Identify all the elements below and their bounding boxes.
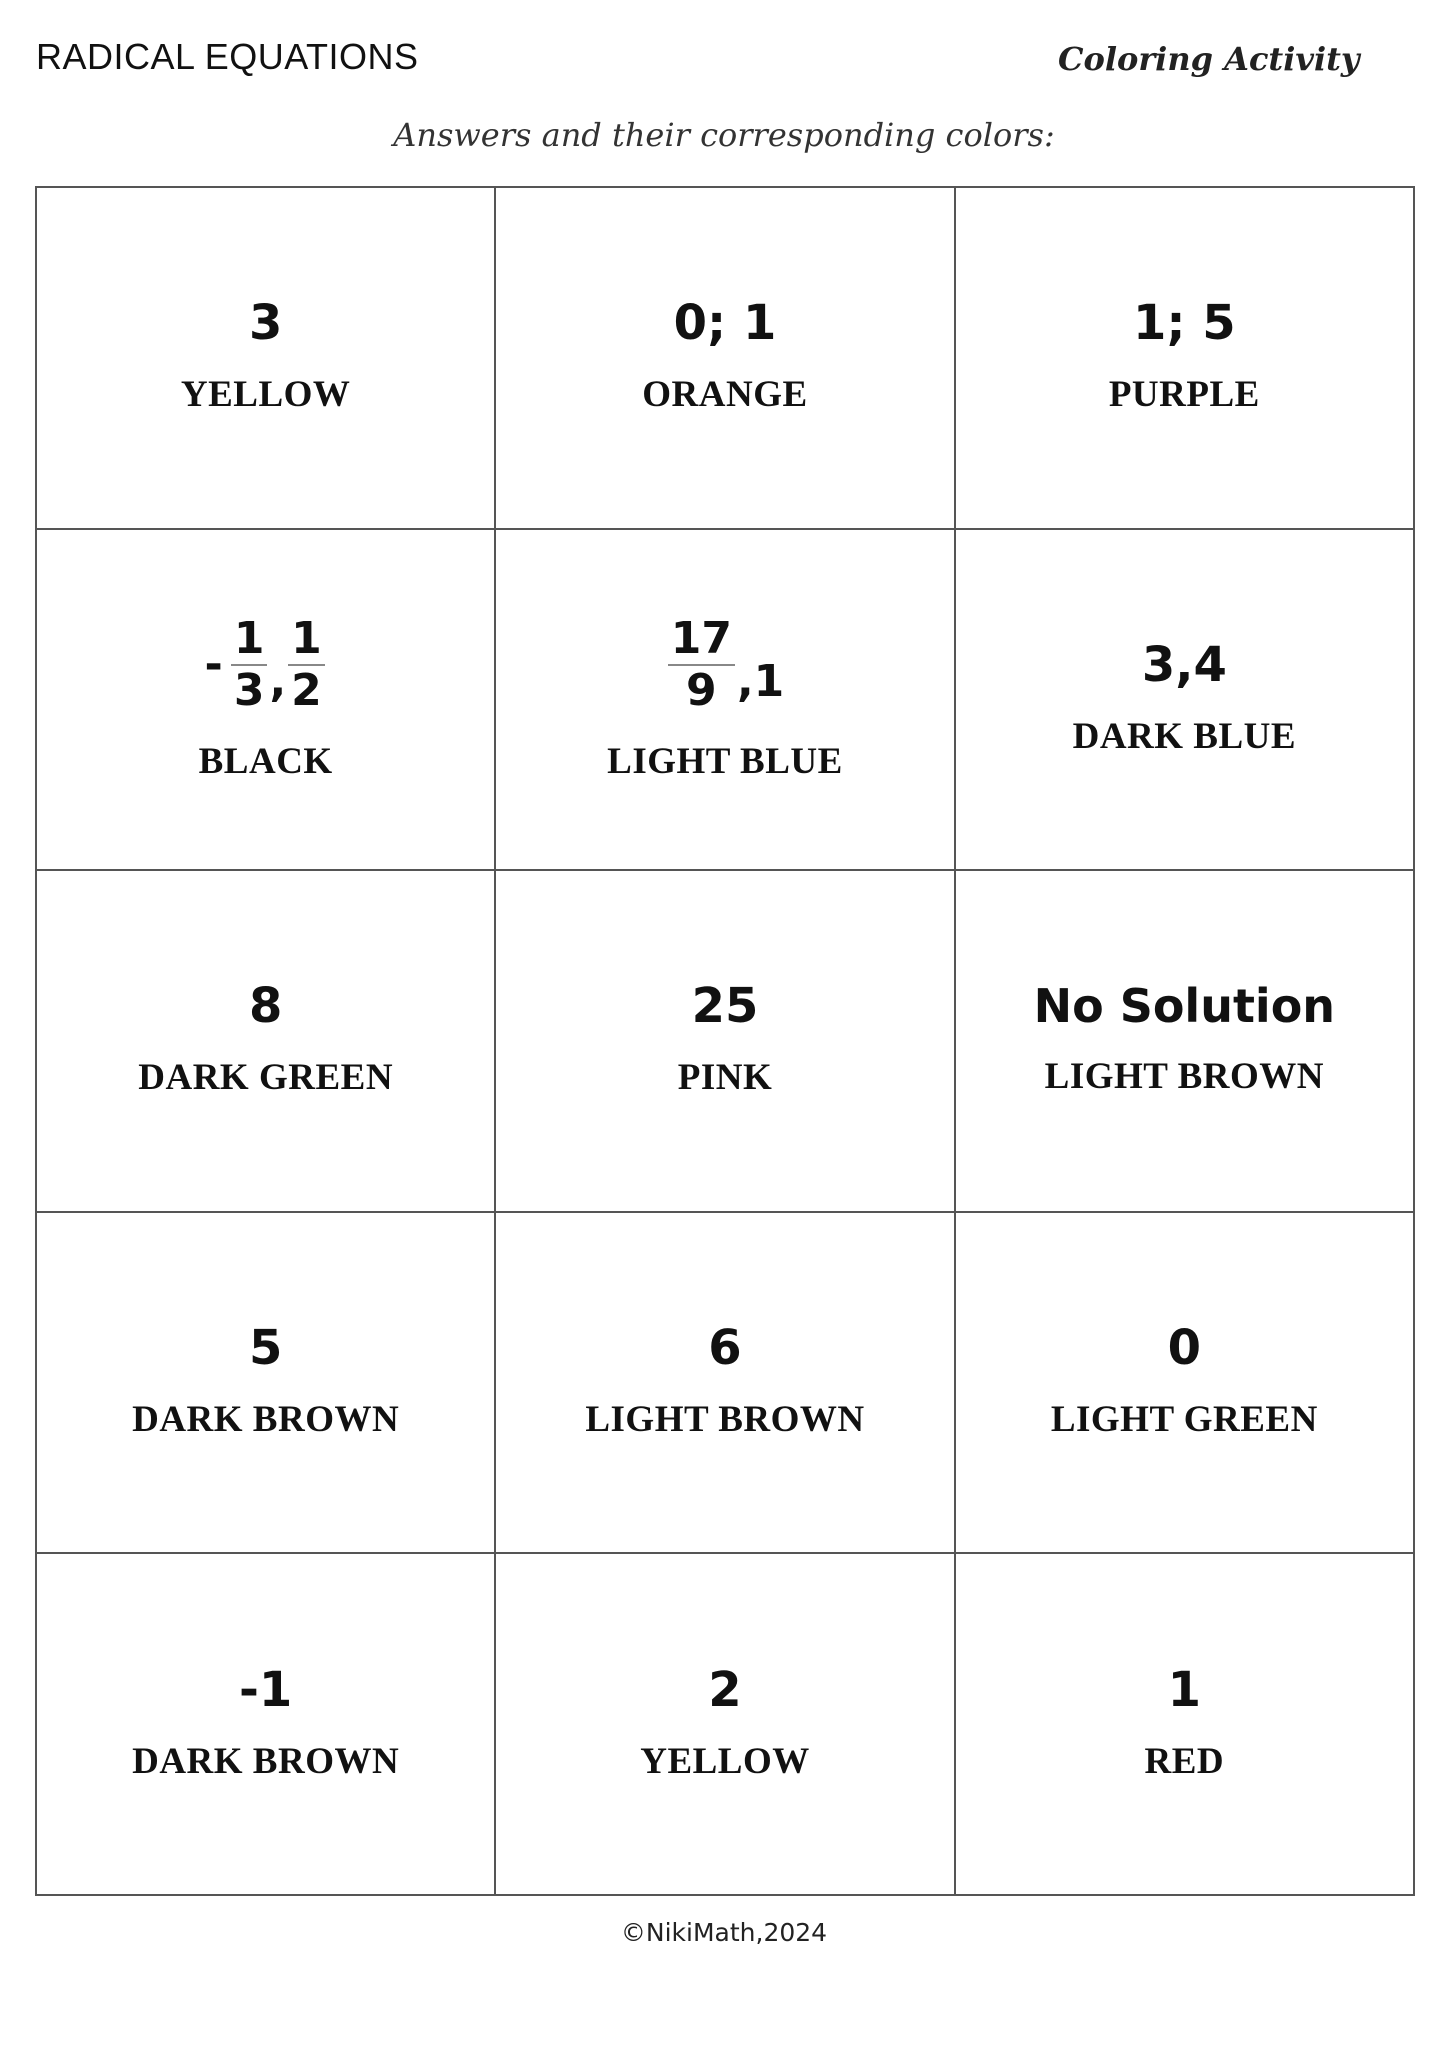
answer-tail: ,1 xyxy=(736,656,785,708)
color-name: DARK BROWN xyxy=(132,1740,400,1782)
answer-value: 3 xyxy=(248,295,283,352)
fraction-denominator: 3 xyxy=(233,664,265,716)
table-cell xyxy=(37,530,496,872)
table-cell xyxy=(496,1213,955,1555)
color-name: DARK GREEN xyxy=(138,1057,394,1099)
table-cell xyxy=(956,530,1415,872)
fraction-denominator: 2 xyxy=(291,664,322,716)
answer-value: 1 xyxy=(1167,1661,1202,1718)
answer-value: 0 xyxy=(1167,1320,1202,1377)
answer-value: 3,4 xyxy=(1141,636,1227,693)
fraction-numerator: 17 xyxy=(668,616,735,666)
color-name: LIGHT BROWN xyxy=(585,1399,865,1441)
answer-value: 6 xyxy=(708,1320,742,1377)
table-cell xyxy=(496,530,955,872)
table-cell xyxy=(956,871,1415,1213)
table-cell xyxy=(37,1213,496,1555)
color-name: BLACK xyxy=(198,741,333,783)
answer-value: 1; 5 xyxy=(1132,295,1236,352)
table-cell xyxy=(496,188,955,530)
color-name: LIGHT BLUE xyxy=(607,741,843,783)
fraction-numerator: 1 xyxy=(288,616,325,666)
table-cell xyxy=(37,1554,496,1896)
color-name: YELLOW xyxy=(640,1740,810,1782)
answer-value: -1 xyxy=(239,1661,293,1718)
fraction-denominator: 9 xyxy=(686,664,717,716)
answer-value: 8 xyxy=(248,978,283,1035)
color-name: ORANGE xyxy=(642,374,808,416)
color-name: LIGHT BROWN xyxy=(1044,1056,1324,1098)
page-title: RADICAL EQUATIONS xyxy=(36,36,419,77)
answer-value-fractions xyxy=(666,612,785,716)
activity-label: Coloring Activity xyxy=(1058,40,1360,78)
answer-value: No Solution xyxy=(1033,979,1336,1034)
table-cell xyxy=(37,188,496,530)
color-name: PINK xyxy=(677,1057,773,1099)
copyright-footer: ©NikiMath,2024 xyxy=(620,1918,828,1947)
table-cell xyxy=(956,188,1415,530)
color-name: DARK BROWN xyxy=(132,1399,400,1441)
answer-value-fractions xyxy=(204,612,327,716)
answer-value: 0; 1 xyxy=(673,295,777,352)
answer-value: 5 xyxy=(248,1320,283,1377)
answer-value: 2 xyxy=(708,1661,742,1718)
table-cell xyxy=(37,871,496,1213)
answer-value: 25 xyxy=(691,978,759,1035)
color-name: LIGHT GREEN xyxy=(1050,1399,1318,1441)
fraction xyxy=(668,612,735,716)
table-cell xyxy=(496,871,955,1213)
table-cell xyxy=(956,1554,1415,1896)
answer-color-table xyxy=(35,186,1415,1896)
fraction xyxy=(288,612,325,716)
minus-sign: - xyxy=(204,638,223,690)
color-name: PURPLE xyxy=(1108,374,1260,416)
table-cell xyxy=(956,1213,1415,1555)
table-cell xyxy=(496,1554,955,1896)
fraction-numerator: 1 xyxy=(231,616,268,666)
fraction xyxy=(231,612,268,716)
color-name: YELLOW xyxy=(180,374,351,416)
subtitle: Answers and their corresponding colors: xyxy=(393,116,1055,154)
color-name: DARK BLUE xyxy=(1072,715,1297,757)
color-name: RED xyxy=(1144,1740,1225,1782)
separator: , xyxy=(269,656,287,708)
